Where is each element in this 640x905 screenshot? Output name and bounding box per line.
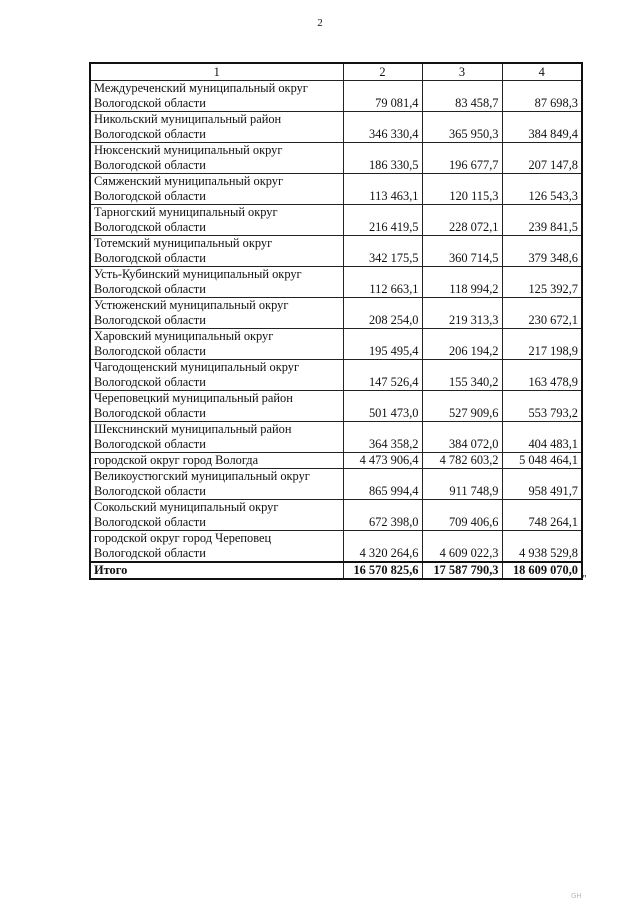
- value-cell-col2: 364 358,2: [343, 422, 422, 453]
- municipality-name-cell: Нюксенский муниципальный округ Вологодской области: [90, 143, 343, 174]
- value-cell-col3: 206 194,2: [422, 329, 502, 360]
- column-header: 1: [90, 63, 343, 81]
- value-cell-col2: 208 254,0: [343, 298, 422, 329]
- value-cell-col4: 5 048 464,1: [502, 453, 582, 469]
- value-cell-col4: 126 543,3: [502, 174, 582, 205]
- value-cell-col4: 748 264,1: [502, 500, 582, 531]
- table-row: [90, 329, 582, 360]
- table-total-row: [90, 562, 582, 579]
- value-cell-col4: 125 392,7: [502, 267, 582, 298]
- value-cell-col3: 709 406,6: [422, 500, 502, 531]
- value-cell-col2: 4 473 906,4: [343, 453, 422, 469]
- table-row: [90, 422, 582, 453]
- municipality-name-cell: Сокольский муниципальный округ Вологодской области: [90, 500, 343, 531]
- municipality-name-cell: Тотемский муниципальный округ Вологодской области: [90, 236, 343, 267]
- value-cell-col4: 958 491,7: [502, 469, 582, 500]
- table-row: [90, 469, 582, 500]
- municipality-name-cell: городской округ город Вологда: [90, 453, 343, 469]
- value-cell-col3: 360 714,5: [422, 236, 502, 267]
- value-cell-col2: 216 419,5: [343, 205, 422, 236]
- value-cell-col4: 87 698,3: [502, 81, 582, 112]
- municipality-name-cell: Тарногский муниципальный округ Вологодской области: [90, 205, 343, 236]
- municipality-name-cell: Сямженский муниципальный округ Вологодской области: [90, 174, 343, 205]
- value-cell-col4: 384 849,4: [502, 112, 582, 143]
- value-cell-col3: 196 677,7: [422, 143, 502, 174]
- value-cell-col4: 239 841,5: [502, 205, 582, 236]
- value-cell-col4: 207 147,8: [502, 143, 582, 174]
- value-cell-col4: 553 793,2: [502, 391, 582, 422]
- value-cell-col2: 186 330,5: [343, 143, 422, 174]
- value-cell-col3: 17 587 790,3: [422, 562, 502, 579]
- value-cell-col2: 112 663,1: [343, 267, 422, 298]
- table-row: [90, 500, 582, 531]
- value-cell-col4: 379 348,6: [502, 236, 582, 267]
- municipality-name-cell: Великоустюгский муниципальный округ Вологодской области: [90, 469, 343, 500]
- value-cell-col4: 404 483,1: [502, 422, 582, 453]
- value-cell-col3: 365 950,3: [422, 112, 502, 143]
- value-cell-col2: 342 175,5: [343, 236, 422, 267]
- table-row: [90, 360, 582, 391]
- value-cell-col4: 230 672,1: [502, 298, 582, 329]
- table-row: [90, 267, 582, 298]
- value-cell-col4: 4 938 529,8: [502, 531, 582, 563]
- column-header: 4: [502, 63, 582, 81]
- value-cell-col3: 120 115,3: [422, 174, 502, 205]
- table-row: [90, 174, 582, 205]
- municipality-name-cell: Харовский муниципальный округ Вологодской области: [90, 329, 343, 360]
- budget-table: [89, 62, 583, 580]
- column-header: 2: [343, 63, 422, 81]
- column-header: 3: [422, 63, 502, 81]
- closing-quote-mark: ": [582, 573, 587, 585]
- value-cell-col2: 672 398,0: [343, 500, 422, 531]
- table-row: [90, 81, 582, 112]
- table-header-row: [90, 63, 582, 81]
- municipality-name-cell: Шекснинский муниципальный район Вологодской области: [90, 422, 343, 453]
- value-cell-col3: 527 909,6: [422, 391, 502, 422]
- value-cell-col3: 4 609 022,3: [422, 531, 502, 563]
- value-cell-col3: 155 340,2: [422, 360, 502, 391]
- value-cell-col4: 163 478,9: [502, 360, 582, 391]
- value-cell-col2: 501 473,0: [343, 391, 422, 422]
- corner-mark: GH: [571, 892, 582, 900]
- page-number: 2: [317, 17, 323, 29]
- table-body: [90, 81, 582, 580]
- value-cell-col2: 16 570 825,6: [343, 562, 422, 579]
- value-cell-col2: 4 320 264,6: [343, 531, 422, 563]
- value-cell-col2: 79 081,4: [343, 81, 422, 112]
- value-cell-col3: 219 313,3: [422, 298, 502, 329]
- table-row: [90, 391, 582, 422]
- table-row: [90, 112, 582, 143]
- municipality-name-cell: городской округ город Череповец Вологодской области: [90, 531, 343, 563]
- value-cell-col3: 911 748,9: [422, 469, 502, 500]
- value-cell-col3: 228 072,1: [422, 205, 502, 236]
- value-cell-col4: 18 609 070,0: [502, 562, 582, 579]
- value-cell-col3: 384 072,0: [422, 422, 502, 453]
- municipality-name-cell: Череповецкий муниципальный район Вологодской области: [90, 391, 343, 422]
- municipality-name-cell: Междуреченский муниципальный округ Вологодской области: [90, 81, 343, 112]
- value-cell-col2: 865 994,4: [343, 469, 422, 500]
- value-cell-col2: 147 526,4: [343, 360, 422, 391]
- value-cell-col2: 113 463,1: [343, 174, 422, 205]
- table-row: [90, 205, 582, 236]
- table-row: [90, 453, 582, 469]
- value-cell-col2: 346 330,4: [343, 112, 422, 143]
- value-cell-col3: 118 994,2: [422, 267, 502, 298]
- municipality-name-cell: Чагодощенский муниципальный округ Вологодской области: [90, 360, 343, 391]
- table-row: [90, 531, 582, 563]
- value-cell-col2: 195 495,4: [343, 329, 422, 360]
- table-row: [90, 236, 582, 267]
- municipality-name-cell: Никольский муниципальный район Вологодской области: [90, 112, 343, 143]
- budget-table-container: [89, 62, 583, 580]
- municipality-name-cell: Устюженский муниципальный округ Вологодской области: [90, 298, 343, 329]
- municipality-name-cell: Итого: [90, 562, 343, 579]
- value-cell-col4: 217 198,9: [502, 329, 582, 360]
- table-row: [90, 298, 582, 329]
- value-cell-col3: 83 458,7: [422, 81, 502, 112]
- table-row: [90, 143, 582, 174]
- value-cell-col3: 4 782 603,2: [422, 453, 502, 469]
- municipality-name-cell: Усть-Кубинский муниципальный округ Вологодской области: [90, 267, 343, 298]
